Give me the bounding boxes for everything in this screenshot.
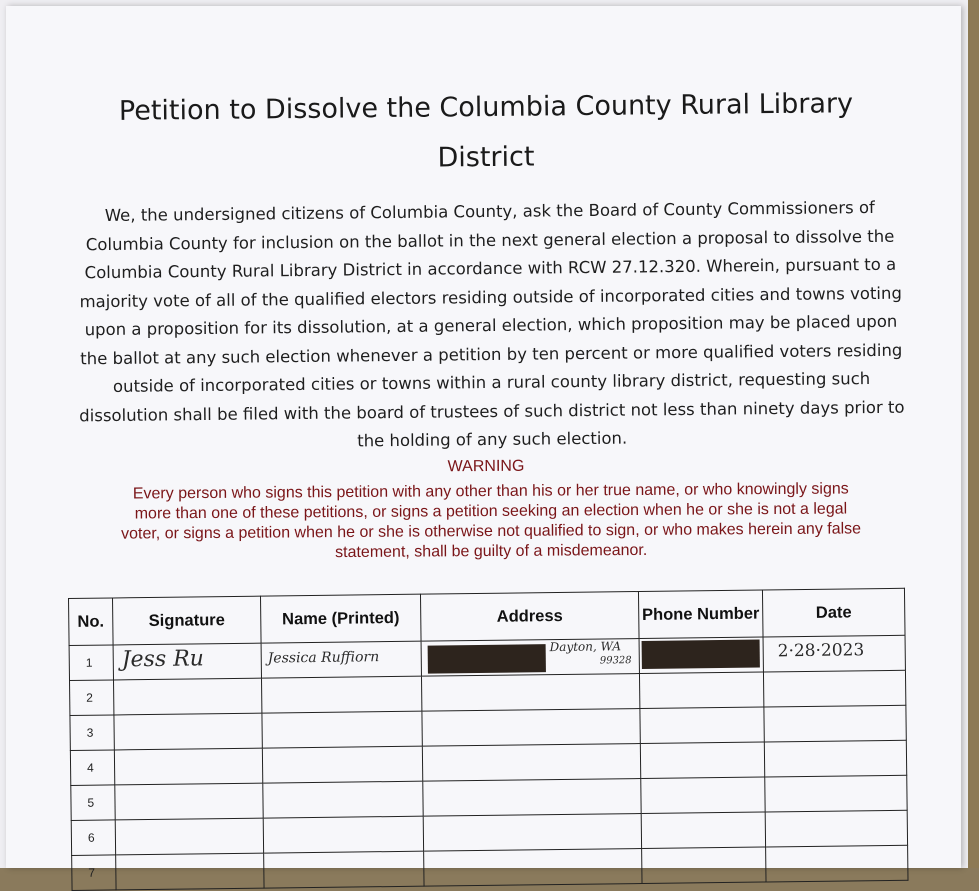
phone-cell[interactable] bbox=[640, 742, 764, 779]
warning-line: voter, or signs a petition when he or she is otherwise not qualified to sign, or who makes herein any false bbox=[121, 520, 862, 543]
phone-cell[interactable] bbox=[642, 847, 766, 884]
signature-cell[interactable] bbox=[114, 713, 262, 750]
row-number: 4 bbox=[70, 750, 114, 786]
body-line: dissolution shall be filed with the board of trustees of such district not less than ninety days prior to bbox=[79, 397, 905, 425]
address-cell[interactable] bbox=[422, 744, 640, 782]
body-line: the holding of any such election. bbox=[357, 428, 628, 451]
body-line: majority vote of all of the qualified electors residing outside of incorporated cities and towns voting bbox=[79, 283, 902, 311]
date-cell[interactable] bbox=[764, 740, 906, 777]
name-cell[interactable] bbox=[263, 781, 423, 818]
address-cell[interactable] bbox=[423, 814, 641, 852]
petition-body bbox=[75, 194, 908, 459]
signature-cell[interactable] bbox=[114, 748, 262, 785]
row-number: 1 bbox=[69, 645, 113, 681]
signature-cell[interactable] bbox=[113, 643, 261, 680]
warning-line: more than one of these petitions, or signs a petition seeking an election when he or she is not a legal bbox=[134, 500, 848, 523]
warning-title: WARNING bbox=[447, 457, 525, 476]
address-cell[interactable] bbox=[421, 639, 639, 677]
name-cell[interactable] bbox=[262, 746, 422, 783]
row-number: 7 bbox=[72, 855, 116, 891]
name-cell[interactable] bbox=[264, 851, 424, 888]
signature-table bbox=[68, 588, 907, 888]
phone-cell[interactable] bbox=[641, 777, 765, 814]
header-date: Date bbox=[762, 588, 905, 637]
date-cell[interactable] bbox=[765, 775, 907, 812]
warning-line: Every person who signs this petition with any other than his or her true name, or who knowingly signs bbox=[132, 480, 849, 503]
date-cell[interactable] bbox=[764, 705, 906, 742]
body-line: outside of incorporated cities or towns within a rural county library district, requesting such bbox=[112, 369, 871, 396]
phone-cell[interactable] bbox=[639, 672, 763, 709]
body-line: Columbia County Rural Library District in accordance with RCW 27.12.320. Wherein, pursuant to a bbox=[84, 254, 897, 283]
name-cell[interactable] bbox=[261, 641, 421, 678]
handwritten-city: Dayton, WA bbox=[549, 639, 622, 655]
warning-line: statement, shall be guilty of a misdemeanor. bbox=[335, 541, 648, 562]
signature-cell[interactable] bbox=[116, 853, 264, 890]
warning-text bbox=[76, 479, 907, 565]
row-number: 2 bbox=[70, 680, 114, 716]
row-number: 3 bbox=[70, 715, 114, 751]
handwritten-zip: 99328 bbox=[599, 655, 632, 667]
name-cell[interactable] bbox=[263, 816, 423, 853]
header-no: No. bbox=[69, 598, 114, 646]
petition-page bbox=[6, 6, 961, 880]
date-cell[interactable] bbox=[763, 635, 905, 672]
address-cell[interactable] bbox=[423, 779, 641, 817]
body-line: the ballot at any such election whenever a petition by ten percent or more qualified voters residing bbox=[80, 340, 903, 368]
handwritten-name: Jessica Ruffiorn bbox=[267, 649, 380, 667]
row-number: 5 bbox=[71, 785, 115, 821]
handwritten-date: 2·28·2023 bbox=[777, 640, 865, 662]
body-line: upon a proposition for its dissolution, at a general election, which proposition may be placed upon bbox=[84, 311, 898, 340]
header-phone: Phone Number bbox=[638, 590, 763, 639]
phone-cell[interactable] bbox=[641, 812, 765, 849]
name-cell[interactable] bbox=[261, 676, 421, 713]
date-cell[interactable] bbox=[765, 810, 907, 847]
address-cell[interactable] bbox=[424, 849, 642, 887]
signature-cell[interactable] bbox=[114, 678, 262, 715]
date-cell[interactable] bbox=[766, 845, 908, 882]
petition-title: Petition to Dissolve the Columbia County Rural Library bbox=[118, 88, 854, 127]
signature-cell[interactable] bbox=[115, 818, 263, 855]
signature-cell[interactable] bbox=[115, 783, 263, 820]
redaction-block bbox=[428, 644, 546, 673]
phone-cell[interactable] bbox=[640, 707, 764, 744]
redaction-block bbox=[642, 640, 760, 669]
header-signature: Signature bbox=[113, 596, 262, 645]
body-line: We, the undersigned citizens of Columbia County, ask the Board of County Commissioners of bbox=[104, 197, 875, 226]
row-number: 6 bbox=[71, 820, 115, 856]
name-cell[interactable] bbox=[262, 711, 422, 748]
address-cell[interactable] bbox=[422, 709, 640, 747]
handwritten-signature: Jess Ru bbox=[121, 646, 205, 673]
header-address: Address bbox=[420, 592, 639, 642]
phone-cell[interactable] bbox=[639, 637, 763, 674]
petition-title-line2: District bbox=[437, 141, 535, 174]
date-cell[interactable] bbox=[763, 670, 905, 707]
header-name: Name (Printed) bbox=[260, 594, 421, 643]
address-cell[interactable] bbox=[421, 674, 639, 712]
body-line: Columbia County for inclusion on the ballot in the next general election a proposal to dissolve the bbox=[85, 226, 895, 254]
